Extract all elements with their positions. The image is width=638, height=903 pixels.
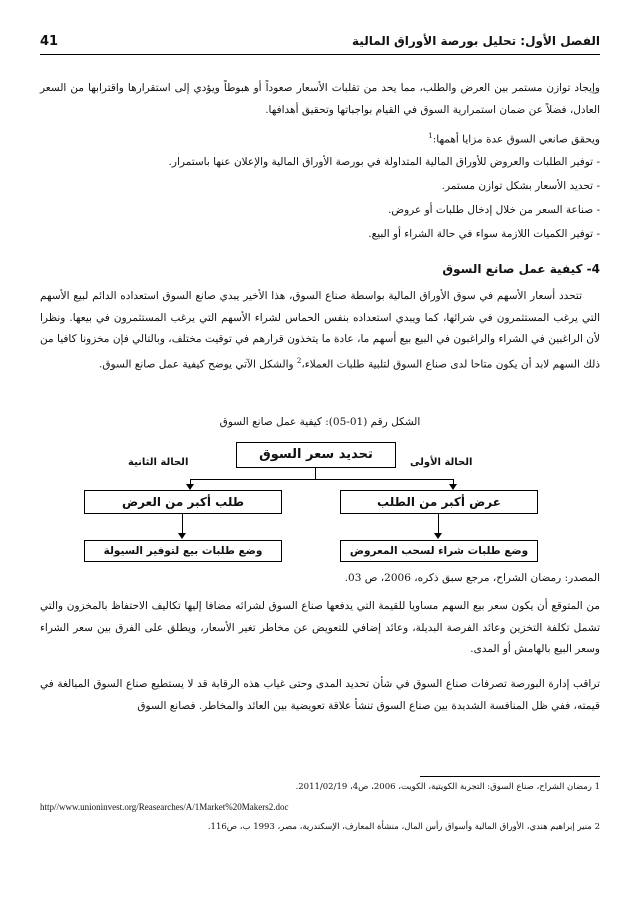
section-paragraph: تتحدد أسعار الأسهم في سوق الأوراق المالية بواسطة صناع السوق، هذا الأخير يبدي صانع السوق استعداده الدائم لبيع الأسهم التي يرغب المستثمرون في شرائها، كما ويبدي استعداده بنفس الحماس لشراء الأسهم التي يرغب المستثمرون في بيعها. ونظرا لأن الراغبين في الشراء والراغبون في البيع بيع أسهم ما، عادة ما يتخذون قرارهم في توقيت مختلف، وبالتالي فإن مخزونا كافيا من ذلك السهم لابد أن يكون متاحا لدى صناع السوق لتلبية طلبات العملاء،$^2$ والشكل الآتي يوضح كيفية عمل صانع السوق. xyxy=(40,290,600,370)
arrow-icon xyxy=(434,533,442,539)
footnote-1: 1 رمضان الشراح، صناع السوق: التجربة الكويتية، الكويت، 2006، ص4، 2011/02/19. xyxy=(295,782,600,792)
case-first-label: الحالة الأولى xyxy=(410,457,473,468)
intro-paragraph: وإيجاد توازن مستمر بين العرض والطلب، مما يحد من تقلبات الأسعار صعوداً أو هبوطاً ويؤدي إلى استقرارها واقترابها من السعر العادل، فضلاً عن ضمان استمرارية السوق في القيام بواجباتها وتحقيق أهدافها. xyxy=(40,82,600,116)
advantage-item: - صناعة السعر من خلال إدخال طلبات أو عروض. xyxy=(388,204,600,216)
advantage-item: - توفير الطلبات والعروض للأوراق المالية المتداولة في بورصة الأوراق المالية والإعلان عنها باستمرار. xyxy=(168,156,600,168)
figure-source: المصدر: رمضان الشراح، مرجع سبق ذكره، 2006، ص 03. xyxy=(344,572,600,584)
footnote-2: 2 منير إبراهيم هندي، الأوراق المالية وأسواق رأس المال، منشأة المعارف، الإسكندرية، مصر، 1993 ب، ص116. xyxy=(207,822,600,832)
paragraph-2: من المتوقع أن يكون سعر بيع السهم مساويا للقيمة التي يدفعها صناع السوق لشرائه مضافا إليها تكاليف الاحتفاظ بالمخزون والتي تشمل تكلفة التخزين وعائد الفرصة البديلة، وعائد إضافي للتعويض عن مخاطر تغير الأسعار، ويطلق على الفرق بين سعر الشراء وسعر البيع بالهامش أو المدى. xyxy=(40,600,600,655)
figure-title: الشكل رقم (01-05): كيفية عمل صانع السوق xyxy=(219,416,421,428)
advantage-item: - توفير الكميات اللازمة سواء في حالة الشراء أو البيع. xyxy=(368,228,600,240)
arrow-icon xyxy=(178,533,186,539)
box-market-price: تحديد سعر السوق xyxy=(236,442,396,468)
connector xyxy=(438,513,439,535)
connector xyxy=(182,513,183,535)
box-buy-orders: وضع طلبات شراء لسحب المعروض xyxy=(340,540,538,562)
page-number: 41 xyxy=(40,34,59,49)
advantage-item: - تحديد الأسعار بشكل توازن مستمر. xyxy=(441,180,600,192)
box-supply-exceeds: عرض أكبر من الطلب xyxy=(340,490,538,514)
chapter-title: الفصل الأول: تحليل بورصة الأوراق المالية xyxy=(352,34,600,48)
advantages-intro: ويحقق صانعي السوق عدة مزايا أهمها:$^1$ xyxy=(428,132,600,146)
page-header xyxy=(40,34,600,55)
section-heading: 4- كيفية عمل صانع السوق xyxy=(442,262,600,276)
box-sell-orders: وضع طلبات بيع لتوفير السيولة xyxy=(84,540,282,562)
footnote-rule xyxy=(420,776,600,777)
box-demand-exceeds: طلب أكبر من العرض xyxy=(84,490,282,514)
paragraph-3: تراقب إدارة البورصة تصرفات صناع السوق في شأن تحديد المدى وحتى غياب هذه الرقابة قد لا يستطيع صناع السوق المبالغة في قيمته، ففي ظل المنافسة الشديدة بين صناع السوق تنشأ علاقة تعويضية بين العائد والمخاطر. فصانع السوق xyxy=(40,678,600,712)
case-second-label: الحالة الثانية xyxy=(128,457,189,468)
connector xyxy=(190,479,453,480)
footnote-1-url: http//www.unioninvest.org/Reasearches/A/1Market%20Makers2.doc xyxy=(40,802,289,812)
connector xyxy=(315,467,316,479)
